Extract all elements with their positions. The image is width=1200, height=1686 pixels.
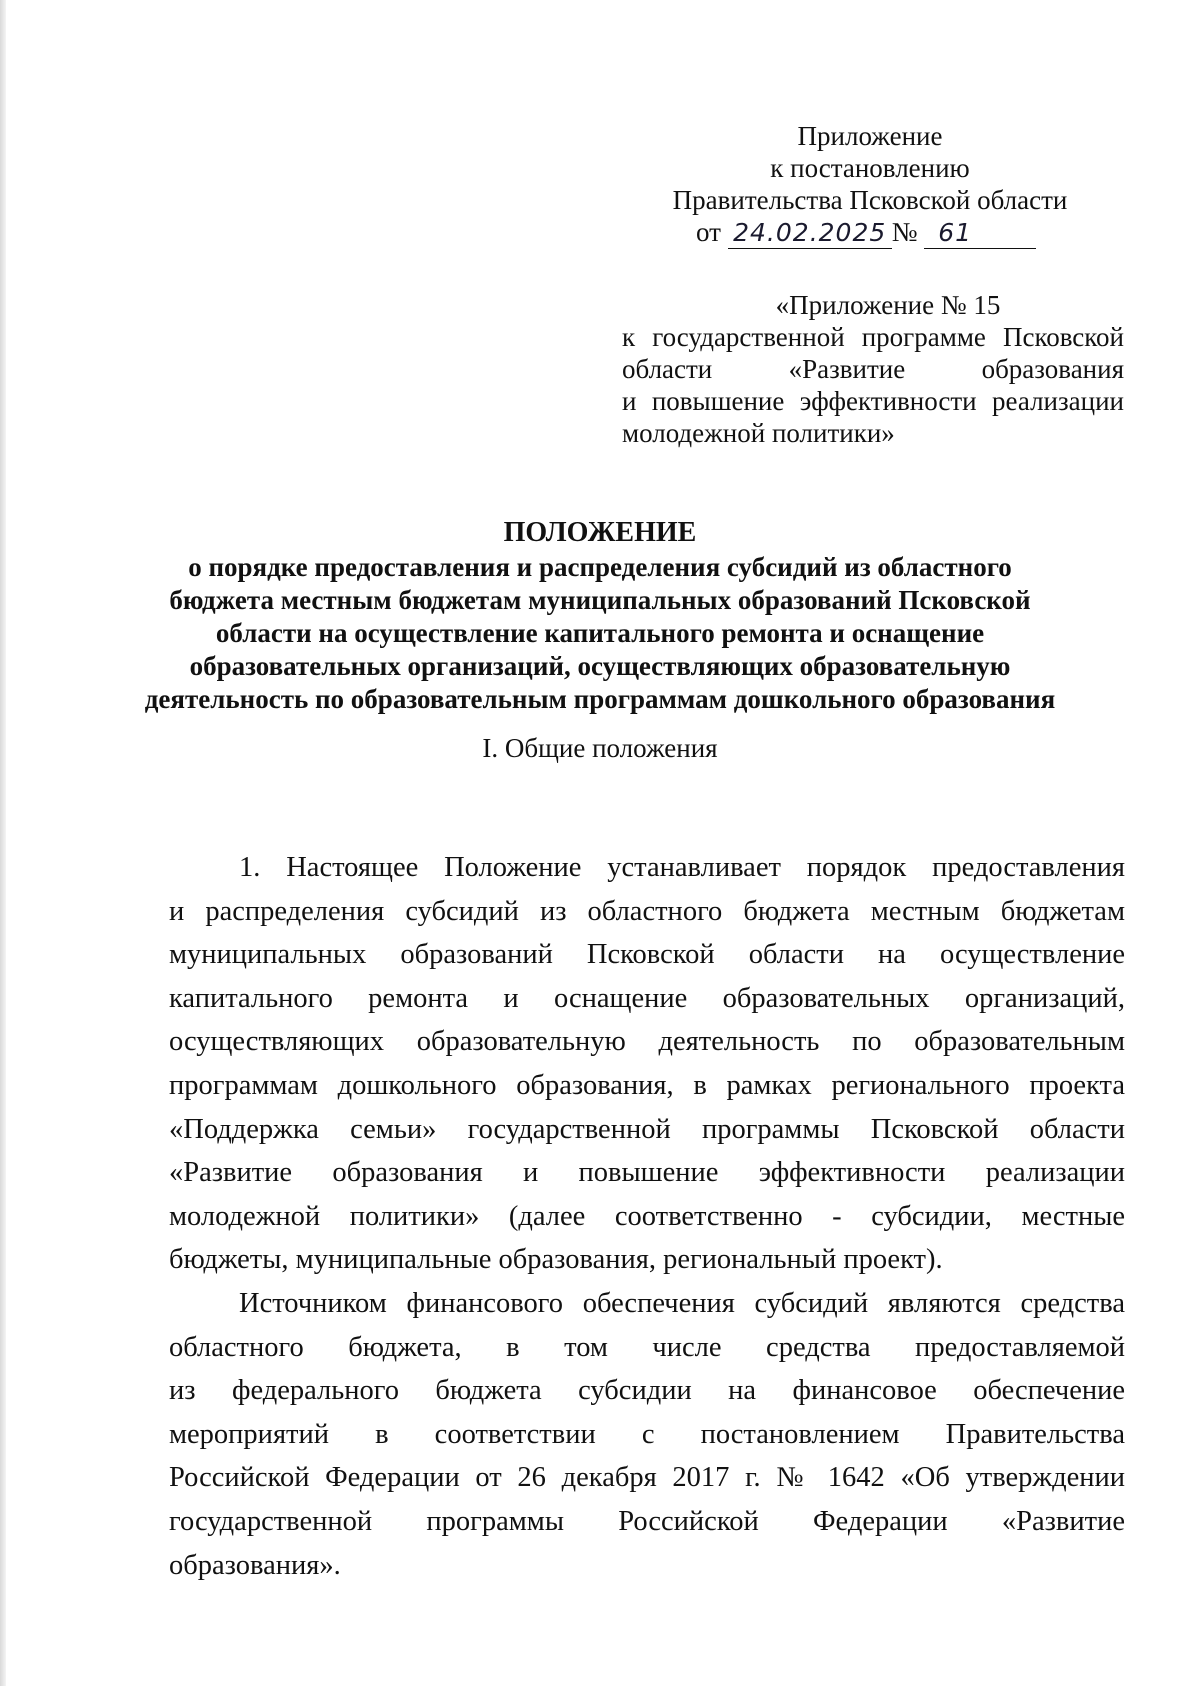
body-line: «Поддержка семьи» государственной программы Псковской области (169, 1113, 1125, 1145)
paragraph-2 (169, 1282, 1125, 1587)
body-line: «Развитие образования и повышение эффективности реализации (169, 1157, 1125, 1189)
annex-line: и повышение эффективности реализации (622, 386, 1124, 416)
document-body (169, 846, 1125, 1587)
paragraph-1 (169, 846, 1125, 1282)
approval-line-2: к постановлению (770, 153, 970, 183)
title-heading: ПОЛОЖЕНИЕ (503, 517, 697, 548)
body-line: Источником финансового обеспечения субсидий являются средства (239, 1287, 1125, 1319)
handwritten-date: 24.02.2025 (728, 218, 892, 249)
title-line: бюджета местным бюджетам муниципальных образований Псковской (169, 585, 1031, 615)
scan-edge (0, 0, 6, 1686)
title-line: деятельность по образовательным программам дошкольного образования (144, 684, 1056, 714)
date-prefix: от (696, 217, 721, 247)
number-sign: № (891, 217, 918, 247)
approval-line-3: Правительства Псковской области (672, 185, 1068, 215)
annex-block (622, 289, 1124, 449)
body-line: мероприятий в соответствии с постановлением Правительства (169, 1418, 1125, 1450)
body-line: 1. Настоящее Положение устанавливает порядок предоставления (239, 852, 1125, 883)
handwritten-number: 61 (924, 218, 1036, 249)
body-line: Российской Федерации от 26 декабря 2017 г. № 1642 «Об утверждении (169, 1462, 1125, 1494)
body-line: муниципальных образований Псковской области на осуществление (169, 939, 1125, 971)
annex-line: «Приложение № 15 (775, 290, 1001, 320)
body-line: молодежной политики» (далее соответственно - субсидии, местные (169, 1200, 1125, 1232)
annex-line: молодежной политики» (622, 418, 895, 448)
approval-line-1: Приложение (797, 121, 943, 151)
body-line: и распределения субсидий из областного бюджета местным бюджетам (169, 895, 1125, 927)
body-line: государственной программы Российской Федерации «Развитие (169, 1505, 1125, 1537)
approval-date-line (696, 216, 1036, 249)
body-line: осуществляющих образовательную деятельность по образовательным (169, 1026, 1125, 1058)
body-line: из федерального бюджета субсидии на финансовое обеспечение (169, 1375, 1125, 1407)
body-line: капитального ремонта и оснащение образовательных организаций, (169, 982, 1125, 1014)
annex-line: к государственной программе Псковской (622, 322, 1124, 352)
title-line: о порядке предоставления и распределения субсидий из областного (188, 552, 1012, 582)
body-line: областного бюджета, в том числе средства предоставляемой (169, 1331, 1125, 1363)
annex-line: области «Развитие образования (622, 354, 1124, 384)
body-line: бюджеты, муниципальные образования, региональный проект). (169, 1244, 943, 1276)
approval-block (640, 120, 1100, 247)
title-line: образовательных организаций, осуществляющих образовательную (189, 651, 1011, 681)
section-heading: I. Общие положения (482, 733, 718, 763)
body-line: программам дошкольного образования, в рамках регионального проекта (169, 1069, 1125, 1101)
body-line: образования». (169, 1549, 341, 1581)
title-line: области на осуществление капитального ремонта и оснащение (215, 618, 985, 648)
document-title (140, 516, 1060, 716)
